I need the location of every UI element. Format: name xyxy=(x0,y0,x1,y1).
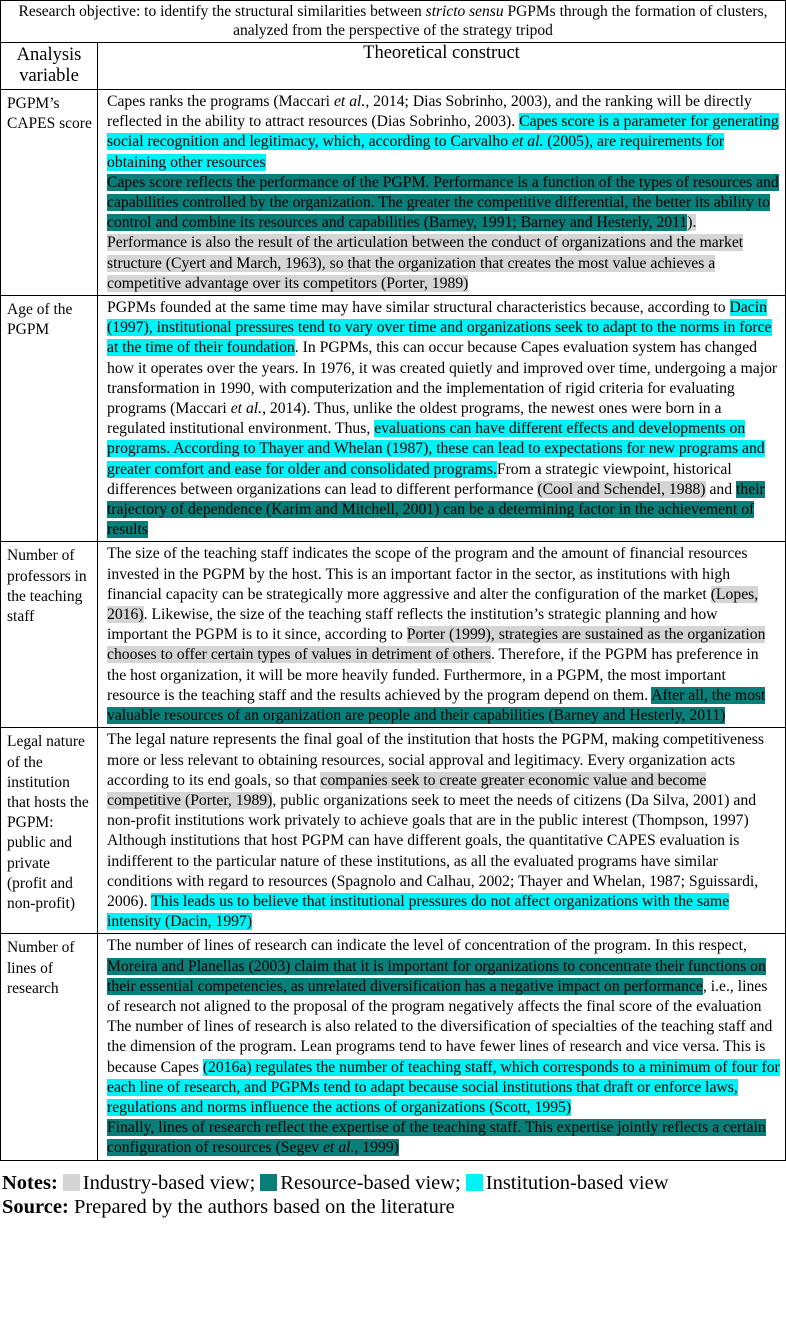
construct-text: , public organizations seek to meet the needs of citizens (Da Silva, 2001) and non-profit institutions work privately to achieve goals that are in the public interest (Thompson, 1997) xyxy=(107,791,757,830)
highlight-resource: After all, the most valuable resources of an organization are people and their capabilities (Barney and Hesterly, 2011) xyxy=(107,686,766,725)
legend-label: Resource-based view; xyxy=(280,1171,461,1194)
construct-text: , 2014; Dias Sobrinho, 2003), and the ranking will be directly reflected in the ability to attract resources (Dias Sobrinho, 2003). xyxy=(107,93,752,131)
cyan-square-icon xyxy=(466,1174,483,1191)
highlight-resource: Finally, lines of research reflect the expertise of the teaching staff. This expertise jointly reflects a certain configuration of resources (Segev xyxy=(107,1119,766,1157)
highlight-industry: Porter (1999), strategies are sustained as the organization chooses to offer certain types of values in detriment of others xyxy=(107,626,766,664)
construct-text: . In PGPMs, this can occur because Capes evaluation system has changed how it operates over the years. In 1976, it was created quietly and improved over time, undergoing a major transformation in 1990, with computerization and the implementation of rigid criteria for evaluating programs (Maccari xyxy=(107,339,778,418)
highlight-institution: et al. xyxy=(512,133,544,151)
table-body xyxy=(1,90,786,1161)
legend-label: Industry-based view; xyxy=(82,1171,256,1194)
notes-label: Notes: xyxy=(2,1171,58,1194)
construct-text: The size of the teaching staff indicates the scope of the program and the amount of financial resources invested in the PGPM by the host. This is an important factor in the sector, as institutions with high financial capacity can be strategically more aggressive and alter the configuration of the market xyxy=(107,545,748,603)
highlight-industry: companies seek to create greater economic value and become competitive (Porter, 1989) xyxy=(107,771,707,809)
construct-text: . Therefore, if the PGPM has preference in the host organization, it will be more heavily funded. Furthermore, in a PGPM, the most important resource is the teaching staff and the results achieved by the program depend on them. xyxy=(107,646,759,704)
construct-text: The legal nature represents the final goal of the institution that hosts the PGPM, making competitiveness more or less relevant to obtaining resources, social approval and legitimacy. Every organization acts according to its end goals, so that xyxy=(107,731,764,789)
theoretical-construct-cell xyxy=(98,934,786,1160)
highlight-institution: (2005), are requirements for obtaining other resources xyxy=(107,133,725,171)
construct-text: Capes ranks the programs (Maccari xyxy=(107,93,334,110)
highlight-industry: ). Performance is also the result of the articulation between the conduct of organizations and the market structure (Cyert and March, 1963), so that the organization that creates the most value achieves a competitive advantage over its competitors (Porter, 1989) xyxy=(107,214,744,292)
highlight-resource: Capes score reflects the performance of the PGPM. Performance is a function of the types of resources and capabilities controlled by the organization. The greater the competitive differential, the better its ability to control and combine its resources and capabilities (Barney, 1991; Barney and Hesterly, 2011 xyxy=(107,173,779,232)
highlight-institution: Dacin (1997), institutional pressures tend to vary over time and organizations seek to adapt to the norms in force at the time of their foundation xyxy=(107,299,772,357)
highlight-institution: (2016a) regulates the number of teaching staff, which corresponds to a minimum of four for each line of research, and PGPMs tend to adapt because social institutions that draft or enforce laws, regulations and norms influence the actions of organizations (Scott, 1995) xyxy=(107,1058,780,1116)
highlight-resource: their trajectory of dependence (Karim and Mitchell, 2001) can be a determining factor in the achievement of results xyxy=(107,480,765,539)
construct-text: The number of lines of research can indicate the level of concentration of the program. In this respect, xyxy=(107,937,747,955)
notes xyxy=(0,1171,786,1195)
table-row xyxy=(1,90,786,296)
analysis-variable-cell: Legal nature of the institution that hosts the PGPM: public and private (profit and non-profit) xyxy=(1,728,98,934)
theoretical-construct-cell xyxy=(98,542,786,728)
construct-text: From a strategic viewpoint, historical differences between organizations can lead to different performance xyxy=(107,460,732,498)
highlight-institution: This leads us to believe that institutional pressures do not affect organizations with the same intensity (Dacin, 1997) xyxy=(107,892,730,931)
construct-text: , 2014). Thus, unlike the oldest programs, the newest ones were born in a regulated institutional environment. Thus, xyxy=(107,400,722,438)
legend xyxy=(58,1172,669,1194)
legend-label: Institution-based view xyxy=(485,1171,669,1194)
objective-text: Research objective: to identify the structural similarities between xyxy=(18,3,426,20)
table-row xyxy=(1,728,786,934)
analysis-variable-cell: Number of lines of research xyxy=(1,934,98,1160)
analysis-variable-cell: Age of the PGPM xyxy=(1,296,98,542)
construct-text: et al. xyxy=(333,93,366,110)
grey-square-icon xyxy=(63,1174,80,1191)
research-objective xyxy=(1,1,786,43)
source xyxy=(0,1195,786,1220)
construct-text: et al. xyxy=(230,400,263,418)
objective-row xyxy=(1,1,786,43)
header-theoretical-construct: Theoretical construct xyxy=(98,43,786,90)
source-label: Source: xyxy=(2,1195,69,1218)
highlight-industry: (Cool and Schendel, 1988) xyxy=(537,480,706,498)
table-row xyxy=(1,296,786,542)
highlight-industry: (Lopes, 2016) xyxy=(107,585,759,624)
highlight-resource: et al. xyxy=(323,1139,355,1157)
construct-text: and xyxy=(705,480,737,498)
table-row xyxy=(1,934,786,1160)
construct-text: The number of lines of research is also related to the diversification of specialties of the teaching staff and the dimension of the program. Lean programs tend to have fewer lines of research and vice versa. This is because Capes xyxy=(107,1018,773,1076)
highlight-resource: , 1999) xyxy=(354,1139,399,1157)
analysis-variable-cell: PGPM’s CAPES score xyxy=(1,90,98,296)
teal-square-icon xyxy=(260,1174,277,1191)
construct-text: , i.e., lines of research not aligned to the proposal of the program negatively affects the final score of the evaluation xyxy=(107,977,768,1015)
header-row xyxy=(1,43,786,90)
highlight-institution: evaluations can have different effects and developments on programs. According to Thayer and Whelan (1987), these can lead to expectations for new programs and greater comfort and ease for older and consolidated programs. xyxy=(107,420,765,478)
theoretical-construct-cell xyxy=(98,90,786,296)
source-text: Prepared by the authors based on the literature xyxy=(68,1195,455,1218)
header-analysis-variable: Analysis variable xyxy=(1,43,98,90)
objective-text-end: PGPMs through the formation of clusters, analyzed from the perspective of the strategy tripod xyxy=(233,3,768,39)
objective-italic: stricto sensu xyxy=(425,3,504,20)
analysis-variable-cell: Number of professors in the teaching staff xyxy=(1,542,98,728)
highlight-resource: Moreira and Planellas (2003) claim that it is important for organizations to concentrate their functions on their essential competencies, as unrelated diversification has a negative impact on performance xyxy=(107,957,766,995)
construct-text: PGPMs founded at the same time may have similar structural characteristics because, according to xyxy=(107,299,730,317)
theoretical-construct-cell xyxy=(98,728,786,934)
construct-text: . Likewise, the size of the teaching staff reflects the institution’s strategic planning and how important the PGPM is to it since, according to xyxy=(107,606,718,644)
highlight-institution: Capes score is a parameter for generating social recognition and legitimacy, which, according to Carvalho xyxy=(107,113,779,151)
construct-text: Although institutions that host PGPM can have different goals, the quantitative CAPES evaluation is indifferent to the particular nature of these institutions, as all the evaluated programs have similar conditions with regard to resources (Spagnolo and Calhau, 2002; Thayer and Whelan, 1987; Sguissardi, 2006). xyxy=(107,832,759,910)
theoretical-construct-cell xyxy=(98,296,786,542)
table-row xyxy=(1,542,786,728)
